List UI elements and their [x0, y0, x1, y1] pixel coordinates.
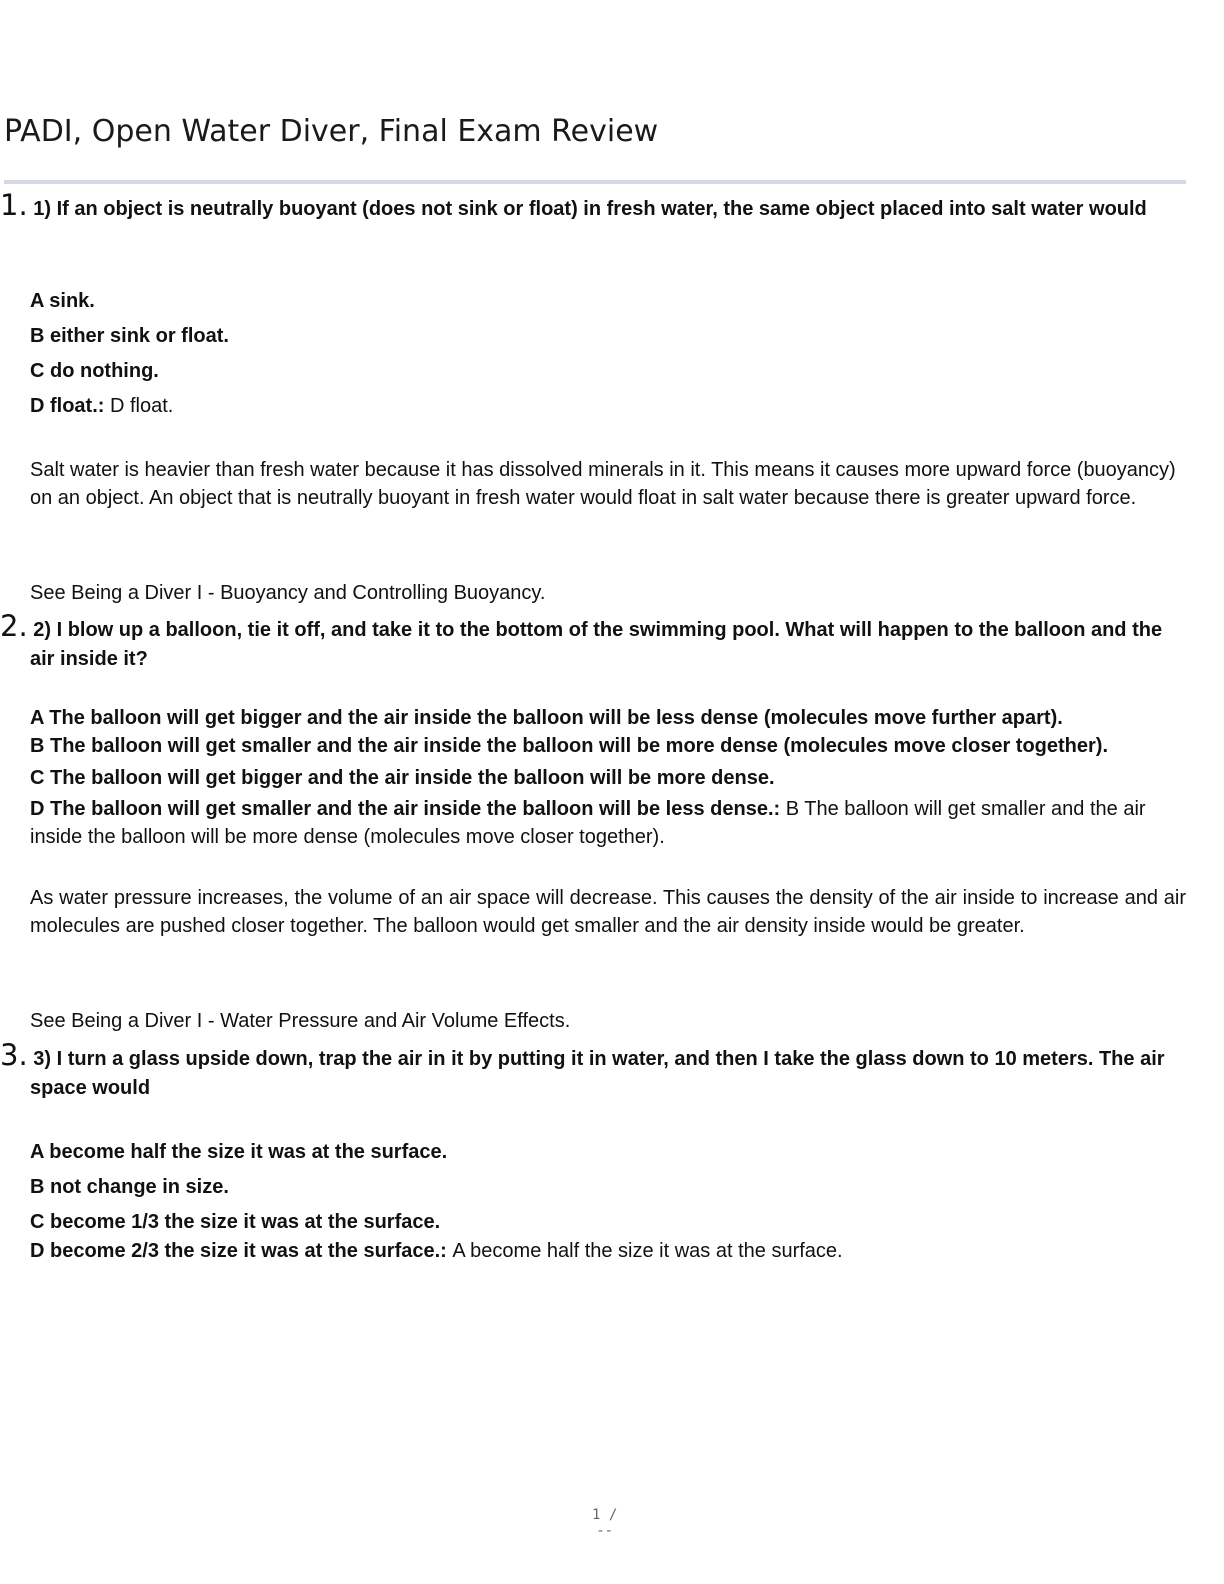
question-1-option-a: A sink. [30, 290, 95, 312]
document-title: PADI, Open Water Diver, Final Exam Review [4, 114, 659, 149]
question-1-option-c: C do nothing. [30, 360, 159, 382]
page-number-value: 1 / [592, 1507, 618, 1523]
question-2-reference: See Being a Diver I - Water Pressure and Air Volume Effects. [30, 1010, 571, 1032]
question-2-option-d [30, 795, 1186, 851]
question-2 [0, 609, 1186, 674]
title-divider [4, 180, 1186, 184]
question-3-number: 3. [0, 1038, 28, 1072]
question-2-option-d-text: D The balloon will get smaller and the air inside the balloon will be less dense.: [30, 798, 781, 820]
question-3-text: 3) I turn a glass upside down, trap the air in it by putting it in water, and then I take the glass down to 10 meters. The air space would [30, 1048, 1165, 1099]
question-1-reference: See Being a Diver I - Buoyancy and Controlling Buoyancy. [30, 582, 546, 604]
question-2-option-c: C The balloon will get bigger and the air inside the balloon will be more dense. [30, 767, 775, 789]
question-3-option-a: A become half the size it was at the surface. [30, 1141, 448, 1163]
question-2-option-a: A The balloon will get bigger and the air inside the balloon will be less dense (molecules move further apart). [30, 707, 1063, 729]
question-1-option-d [30, 392, 1186, 420]
question-3-option-c: C become 1/3 the size it was at the surface. [30, 1211, 441, 1233]
question-2-explanation: As water pressure increases, the volume of an air space will decrease. This causes the density of the air inside to increase and air molecules are pushed closer together. The balloon would get smaller and the air density inside would be greater. [30, 887, 1186, 937]
question-1-text: 1) If an object is neutrally buoyant (does not sink or float) in fresh water, the same object placed into salt water would [33, 198, 1147, 220]
question-1 [0, 188, 1186, 224]
question-1-answer: D float. [110, 395, 174, 417]
question-1-explanation: Salt water is heavier than fresh water because it has dissolved minerals in it. This means it causes more upward force (buoyancy) on an object. An object that is neutrally buoyant in fresh water would float in salt water because there is greater upward force. [30, 459, 1176, 509]
page-number [592, 1507, 617, 1539]
question-3-answer: A become half the size it was at the surface. [452, 1240, 843, 1262]
question-3-option-d-text: D become 2/3 the size it was at the surface.: [30, 1240, 447, 1262]
question-3-option-d [30, 1237, 1186, 1265]
question-3 [0, 1038, 1186, 1103]
question-2-text: 2) I blow up a balloon, tie it off, and take it to the bottom of the swimming pool. What will happen to the balloon and the air inside it? [30, 619, 1163, 670]
question-2-option-b: B The balloon will get smaller and the air inside the balloon will be more dense (molecules move closer together). [30, 735, 1109, 757]
question-1-option-d-text: D float.: [30, 395, 105, 417]
question-1-option-b: B either sink or float. [30, 325, 229, 347]
question-2-answer: B The balloon will get smaller and the air inside the balloon will be more dense (molecules move closer together). [30, 798, 1146, 848]
page-number-suffix: -- [596, 1523, 614, 1539]
question-2-number: 2. [0, 609, 28, 643]
question-1-number: 1. [0, 188, 28, 222]
question-3-option-b: B not change in size. [30, 1176, 229, 1198]
